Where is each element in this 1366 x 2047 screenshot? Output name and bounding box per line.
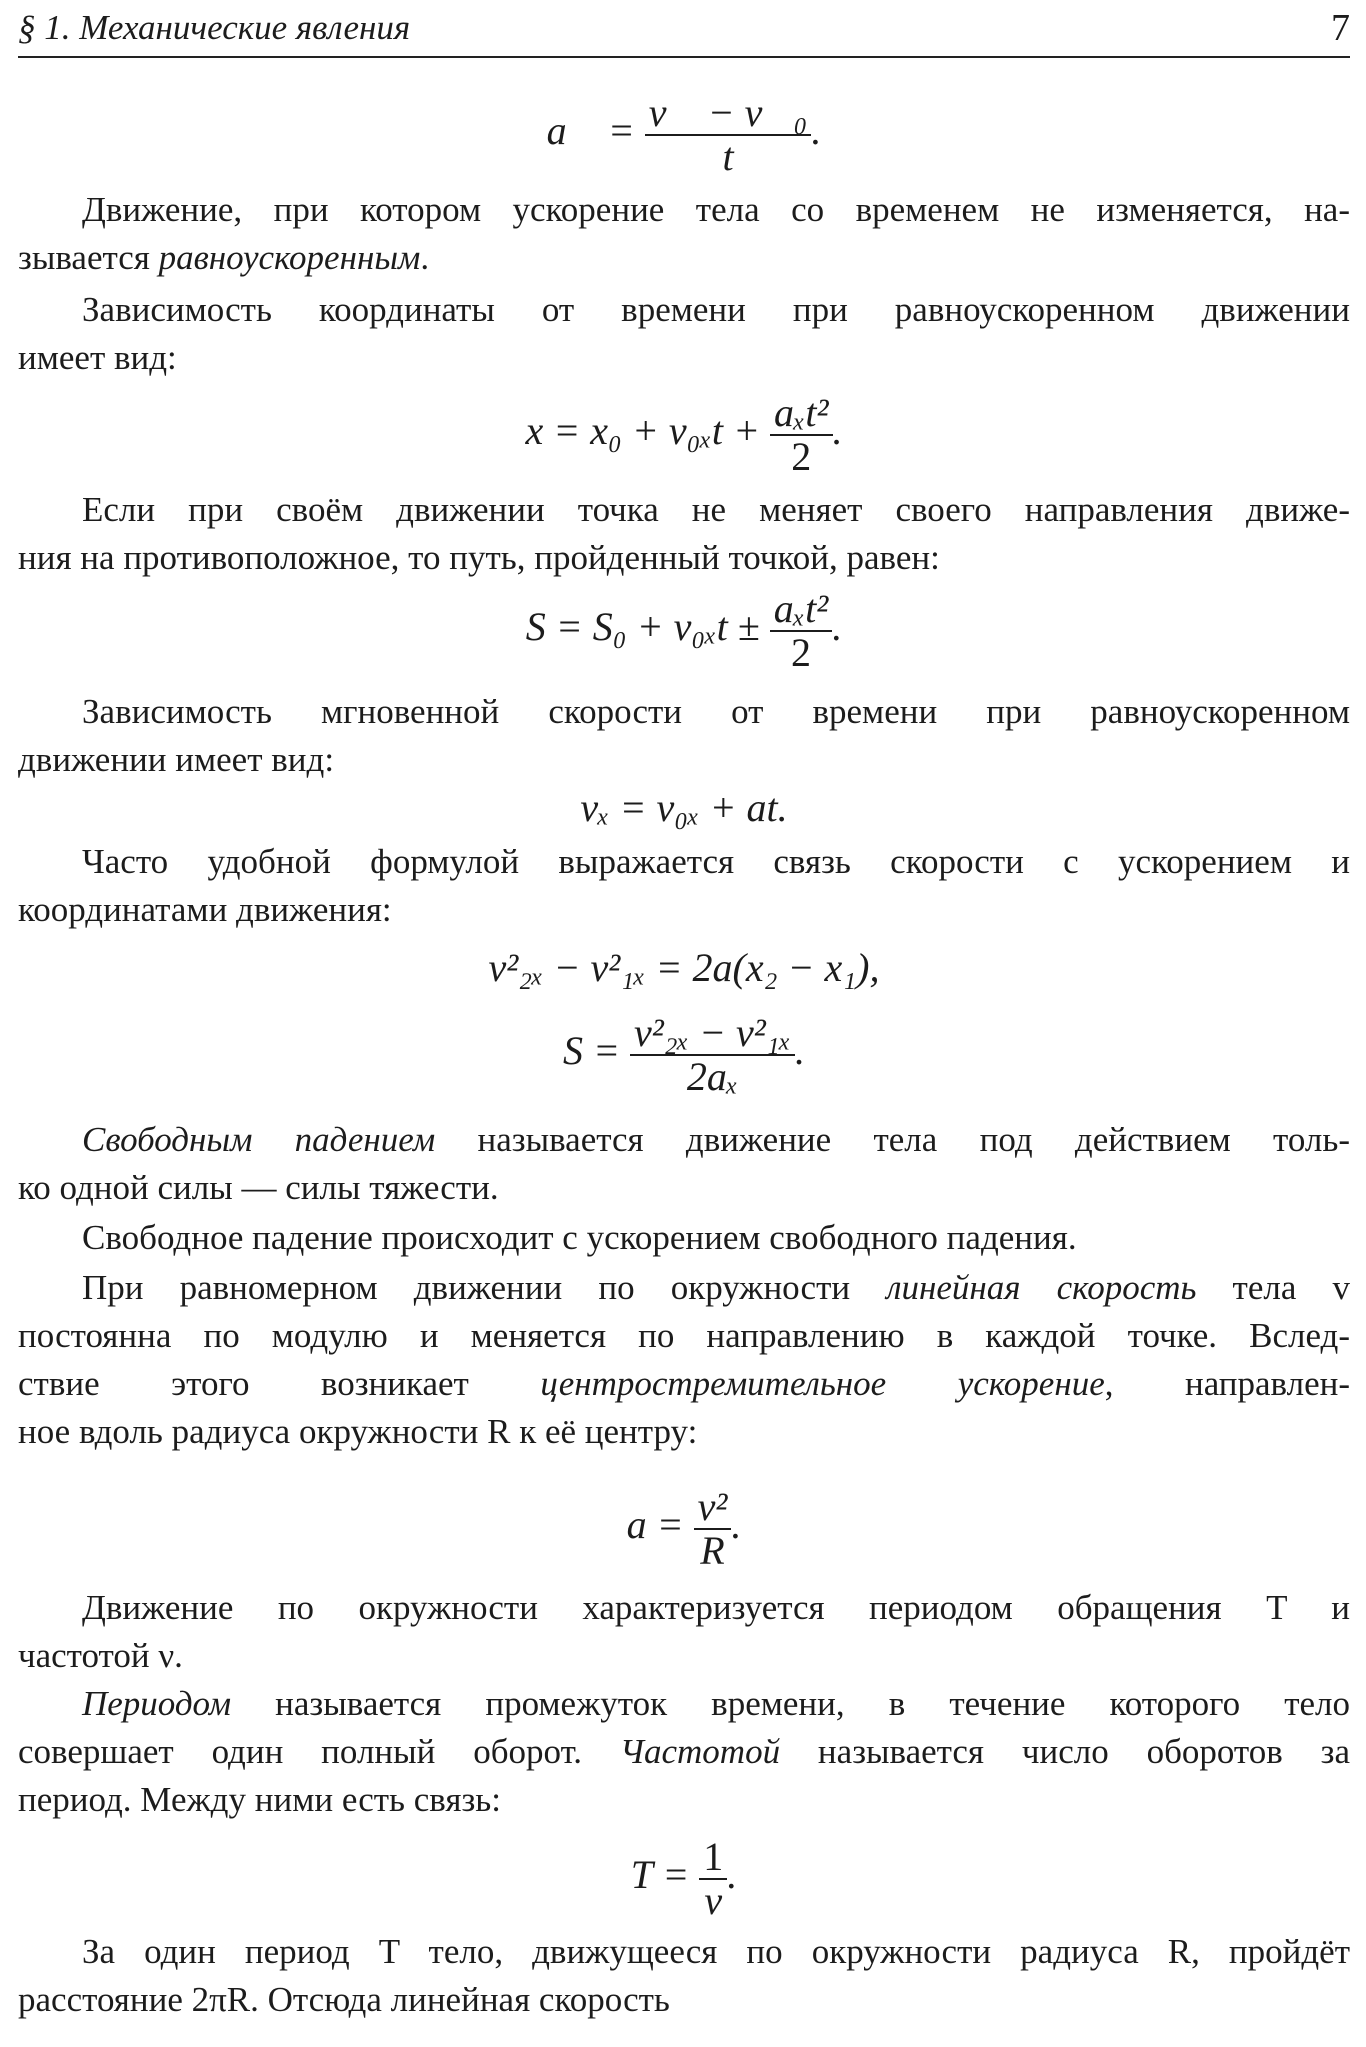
text-span: называется промежуток времени, в течение которого тело <box>231 1684 1350 1723</box>
text-line: Свободное падение происходит с ускорением свободного падения. <box>82 1218 1077 1257</box>
formula-period <box>18 1836 1350 1922</box>
fraction-denominator: 2aₓ <box>686 1054 739 1099</box>
paragraph-velocity-dependence <box>18 688 1350 784</box>
emphasis-term: центростремительное ускорение <box>540 1364 1105 1403</box>
paragraph-path <box>18 486 1350 582</box>
paragraph-free-fall-acceleration <box>18 1214 1350 1262</box>
text-line: имеет вид: <box>18 338 177 377</box>
text-line: постоянна по модулю и меняется по направлению в каждой точке. Вслед- <box>18 1316 1350 1355</box>
text-span: зывается <box>18 238 159 277</box>
formula-path-from-velocities <box>18 1012 1350 1098</box>
paragraph-velocity-coordinates <box>18 838 1350 934</box>
formula-end: . <box>731 1502 742 1548</box>
fraction <box>699 1836 727 1922</box>
formula-path <box>18 588 1350 674</box>
emphasis-term: линейная скорость <box>886 1268 1197 1307</box>
text-line: ния на противоположное, то путь, пройденный точкой, равен: <box>18 538 940 577</box>
formula-coordinate <box>18 392 1350 478</box>
formula-end: . <box>832 604 843 650</box>
fraction-numerator: aₓt² <box>770 588 832 632</box>
fraction <box>770 392 832 478</box>
formula-end: . <box>832 408 843 454</box>
formula-acceleration <box>18 92 1350 178</box>
fraction-numerator: v²₂ₓ − v²₁ₓ <box>630 1012 795 1056</box>
text-line: Если при своём движении точка не меняет своего направления движе- <box>82 490 1350 529</box>
paragraph-uniform-acceleration <box>18 186 1350 282</box>
text-span: . <box>420 238 430 277</box>
fraction-denominator: 2 <box>790 630 811 675</box>
running-header <box>18 4 1350 58</box>
text-span: называется движение тела под действием толь- <box>435 1120 1350 1159</box>
text-line: частотой ν. <box>18 1636 183 1675</box>
paragraph-linear-speed <box>18 1928 1350 2024</box>
fraction-numerator: aₓt² <box>770 392 832 436</box>
text-line: расстояние 2πR. Отсюда линейная скорость <box>18 1980 670 2019</box>
fraction-denominator: R <box>700 1528 725 1573</box>
formula-lhs: x = x₀ + v₀ₓt + <box>525 408 761 454</box>
text-line: период. Между ними есть связь: <box>18 1780 501 1819</box>
formula-lhs: a⃗ = <box>546 108 635 154</box>
text-span: При равномерном движении по окружности <box>82 1268 887 1307</box>
text-line: За один период T тело, движущееся по окружности радиуса R, пройдёт <box>82 1932 1350 1971</box>
fraction-numerator: v² <box>694 1486 732 1530</box>
paragraph-coordinate-dependence <box>18 286 1350 382</box>
formula-lhs: S = S₀ + v₀ₓt ± <box>525 604 760 650</box>
fraction-denominator: 2 <box>791 434 812 479</box>
text-span: ствие этого возникает <box>18 1364 541 1403</box>
fraction <box>645 92 812 178</box>
emphasis-term: Частотой <box>619 1732 781 1771</box>
text-line: Зависимость координаты от времени при равноускоренном движении <box>82 290 1350 329</box>
formula-end: . <box>811 108 822 154</box>
section-title: § 1. Механические явления <box>18 8 411 47</box>
text-span: называется число оборотов за <box>780 1732 1351 1771</box>
text-span: совершает один полный оборот. <box>18 1732 620 1771</box>
fraction <box>694 1486 732 1572</box>
fraction-numerator: v⃗ − v⃗₀ <box>645 92 812 136</box>
emphasis-term: Периодом <box>82 1684 232 1723</box>
text-line: ное вдоль радиуса окружности R к её центру: <box>18 1412 698 1451</box>
fraction <box>630 1012 795 1098</box>
fraction <box>770 588 832 674</box>
formula-lhs: T = <box>630 1852 690 1898</box>
text-line: Движение по окружности характеризуется периодом обращения T и <box>82 1588 1350 1627</box>
fraction-denominator: ν <box>704 1878 723 1923</box>
emphasis-term: Свободным падением <box>82 1120 436 1159</box>
emphasis-term: равноускоренным <box>158 238 421 277</box>
formula-velocity-squared: v²₂ₓ − v²₁ₓ = 2a(x₂ − x₁), <box>488 945 880 990</box>
formula-end: . <box>727 1852 738 1898</box>
paragraph-period-definition <box>18 1680 1350 1824</box>
formula-end: . <box>795 1028 806 1074</box>
formula-lhs: S = <box>562 1028 620 1074</box>
formula-velocity: vₓ = v₀ₓ + at. <box>580 785 788 830</box>
text-line: Зависимость мгновенной скорости от времени при равноускоренном <box>82 692 1350 731</box>
text-line: ко одной силы — силы тяжести. <box>18 1168 499 1207</box>
fraction-numerator: 1 <box>699 1836 727 1880</box>
text-span: , направлен- <box>1104 1364 1350 1403</box>
fraction-denominator: t <box>722 134 734 179</box>
formula-lhs: a = <box>626 1502 684 1548</box>
paragraph-circular-motion <box>18 1264 1350 1456</box>
text-line: Движение, при котором ускорение тела со временем не изменяется, на- <box>82 190 1350 229</box>
paragraph-period-frequency <box>18 1584 1350 1680</box>
page-number: 7 <box>1331 7 1350 49</box>
paragraph-free-fall <box>18 1116 1350 1212</box>
formula-centripetal <box>18 1486 1350 1572</box>
text-line: движении имеет вид: <box>18 740 335 779</box>
text-line: координатами движения: <box>18 890 392 929</box>
text-line: Часто удобной формулой выражается связь скорости с ускорением и <box>82 842 1350 881</box>
text-span: тела v <box>1196 1268 1350 1307</box>
